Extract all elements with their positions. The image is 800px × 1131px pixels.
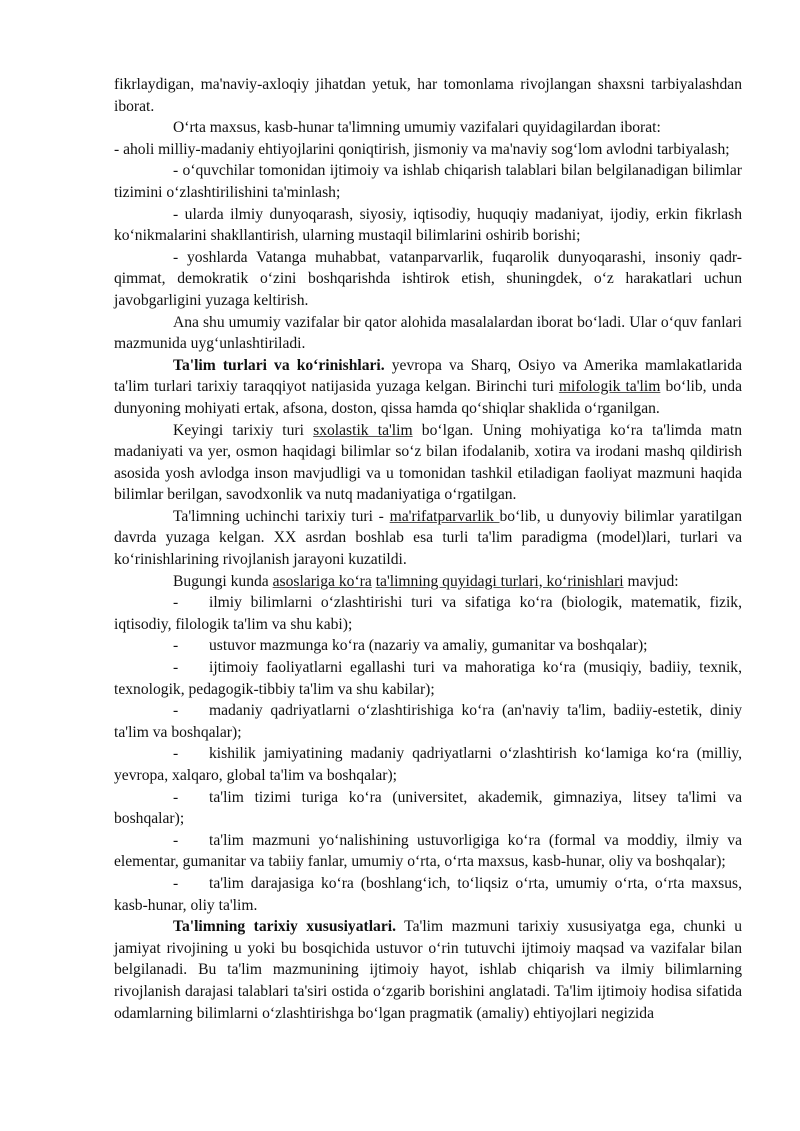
paragraph-education-types: Ta'lim turlari va ko‘rinishlari. yevropa va Sharq, Osiyo va Amerika mamlakatlarida ta'lim turlari tarixiy taraqqiyot natijasida yuzaga kelgan. Birinchi turi mifologik ta'lim bo‘lib, unda dunyoning mohiyati ertak, afsona, doston, qissa hamda qo‘shiqlar shaklida o‘rganilgan. xyxy=(114,356,742,417)
list-item: - madaniy qadriyatlarni o‘zlashtirishiga ko‘ra (an'naviy ta'lim, badiiy-estetik, diniy ta'lim va boshqalar); xyxy=(114,702,742,741)
list-dash: - xyxy=(173,594,179,612)
term-types-forms: ta'limning quyidagi turlari, ko‘rinishlari xyxy=(375,572,624,590)
task-item-2: - o‘quvchilar tomonidan ijtimoiy va ishlab chiqarish talablari bilan belgilanadigan bilimlar tizimini o‘zlashtirilishini ta'minlash; xyxy=(114,162,742,201)
paragraph-enlightenment: Ta'limning uchinchi tarixiy turi - ma'rifatparvarlik bo‘lib, u dunyoviy bilimlar yaratilgan davrda yuzaga kelgan. XX asrdan boshlab esa turli ta'lim paradigma (model)lari, turlari va ko‘rinishlarining rivojlanish jarayoni kuzatildi. xyxy=(114,507,742,569)
paragraph-tasks-summary: Ana shu umumiy vazifalar bir qator alohida masalalardan iborat bo‘ladi. Ular o‘quv fanlari mazmunida uyg‘unlashtiriladi. xyxy=(114,313,742,353)
list-item: - ustuvor mazmunga ko‘ra (nazariy va amaliy, gumanitar va boshqalar); xyxy=(114,635,742,657)
paragraph-intro-continuation: fikrlaydigan, ma'naviy-axloqiy jihatdan yetuk, har tomonlama rivojlangan shaxsni tarbiyalashdan iborat. xyxy=(114,76,742,115)
term-mythological: mifologik ta'lim xyxy=(558,378,661,396)
term-enlightenment: ma'rifatparvarlik xyxy=(389,507,500,525)
list-item: - ijtimoiy faoliyatlarni egallashi turi va mahoratiga ko‘ra (musiqiy, badiiy, texnik, texnologik, pedagogik-tibbiy ta'lim va shu kabilar); xyxy=(114,659,742,698)
list-item: - kishilik jamiyatining madaniy qadriyatlarni o‘zlashtirish ko‘lamiga ko‘ra (milliy, yevropa, xalqaro, global ta'lim va boshqalar); xyxy=(114,745,742,784)
list-dash: - xyxy=(173,702,179,720)
list-item: - ta'lim mazmuni yo‘nalishining ustuvorligiga ko‘ra (formal va moddiy, ilmiy va elementar, gumanitar va tabiiy fanlar, umumiy o‘rta, o‘rta maxsus, kasb-hunar, oliy va boshqalar); xyxy=(114,831,742,871)
paragraph-scholastic: Keyingi tarixiy turi sxolastik ta'lim bo‘lgan. Uning mohiyatiga ko‘ra ta'limda matn madaniyati va yer, osmon haqidagi bilimlar so‘z bilan ifodalanib, xotira va irodani mashq qildirish asosida yosh avlodga inson mavjudligi va u tomonidan tashkil etiladigan faoliyat mazmuni haqida bilimlar berilgan, savodxonlik va nutq madaniyatiga o‘rgatilgan. xyxy=(114,421,742,504)
section-heading-types: Ta'lim turlari va ko‘rinishlari. xyxy=(173,356,385,374)
list-dash: - xyxy=(173,637,179,655)
list-dash: - xyxy=(173,831,179,849)
list-dash: - xyxy=(173,788,179,806)
paragraph-general-tasks: O‘rta maxsus, kasb-hunar ta'limning umumiy vazifalari quyidagilardan iborat: xyxy=(173,119,661,137)
task-item-3: - ularda ilmiy dunyoqarash, siyosiy, iqtisodiy, huquqiy madaniyat, ijodiy, erkin fikrlash ko‘nikmalarini shakllantirish, ularning mustaqil bilimlarini oshirib borishi; xyxy=(114,205,742,245)
list-item: - ta'lim tizimi turiga ko‘ra (universitet, akademik, gimnaziya, litsey ta'limi va boshqalar); xyxy=(114,788,742,828)
task-item-4: - yoshlarda Vatanga muhabbat, vatanparvarlik, fuqarolik dunyoqarashi, insoniy qadr-qimmat, demokratik o‘zini boshqarishda ishtirok etish, shuningdek, o‘z harakatlari uchun javobgarligini yuzaga keltirish. xyxy=(114,248,742,309)
term-by-basis: asoslariga ko‘ra xyxy=(272,572,372,590)
paragraph-current-types: Bugungi kunda asoslariga ko‘ra ta'limning quyidagi turlari, ko‘rinishlari mavjud: xyxy=(173,572,679,590)
section-heading-historical: Ta'limning tarixiy xususiyatlari. xyxy=(173,918,396,936)
term-scholastic: sxolastik ta'lim xyxy=(313,421,413,439)
list-dash: - xyxy=(173,659,179,677)
list-item: - ta'lim darajasiga ko‘ra (boshlang‘ich, to‘liqsiz o‘rta, umumiy o‘rta, o‘rta maxsus, kasb-hunar, oliy ta'lim. xyxy=(114,874,742,914)
list-dash: - xyxy=(173,874,179,892)
list-dash: - xyxy=(173,745,179,763)
paragraph-historical-features: Ta'limning tarixiy xususiyatlari. Ta'lim mazmuni tarixiy xususiyatga ega, chunki u jamiyat rivojining u yoki bu bosqichida ustuvor o‘rin tutuvchi ijtimoiy maqsad va vazifalar bilan belgilanadi. Bu ta'lim mazmunining ijtimoiy hayot, ishlab chiqarish va ilmiy bilimlarning rivojlanish darajasi talablari ta'siri ostida o‘zgarib borishini anglatadi. Ta'lim ijtimoiy hodisa sifatida odamlarning bilimlarni o‘zlashtirishga bo‘lgan pragmatik (amaliy) ehtiyojlari negizida xyxy=(114,918,743,1022)
list-item: - ilmiy bilimlarni o‘zlashtirishi turi va sifatiga ko‘ra (biologik, matematik, fizik, iqtisodiy, filologik ta'lim va shu kabi); xyxy=(114,594,742,633)
task-item-1: - aholi milliy-madaniy ehtiyojlarini qoniqtirish, jismoniy va ma'naviy sog‘lom avlodni tarbiyalash; xyxy=(114,140,730,158)
